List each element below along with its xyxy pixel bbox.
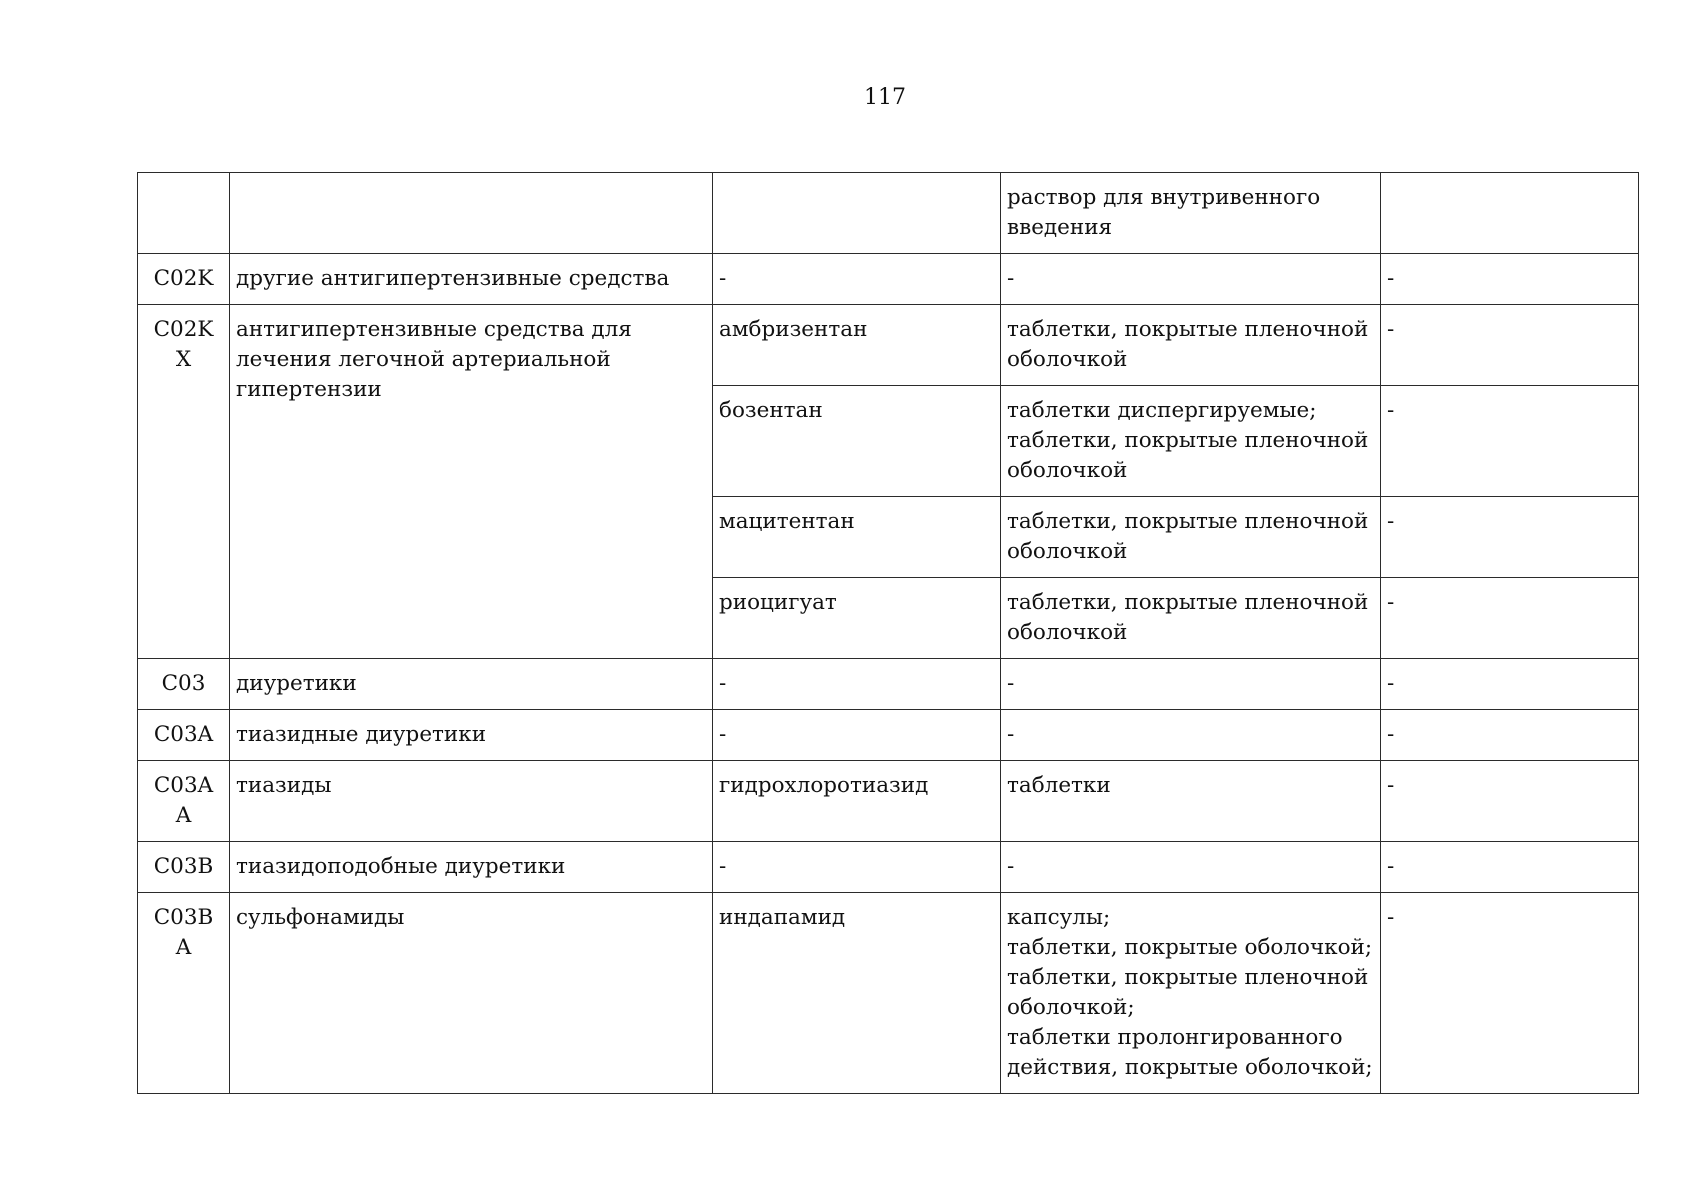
drug-name-cell: индапамид [713, 893, 1001, 1094]
dosage-form-line: таблетки, покрытые пленочной [1007, 317, 1369, 342]
dosage-form-line: - [1007, 671, 1015, 696]
dosage-form-line: введения [1007, 215, 1113, 240]
dosage-form-cell [1001, 761, 1381, 842]
group-name-cell: тиазидные диуретики [230, 710, 713, 761]
atc-code-line: C03B [153, 905, 214, 930]
extra-cell: - [1381, 842, 1639, 893]
drug-name-cell: - [713, 254, 1001, 305]
dosage-form-cell [1001, 578, 1381, 659]
drug-name-cell: гидрохлоротиазид [713, 761, 1001, 842]
extra-cell: - [1381, 254, 1639, 305]
dosage-form-cell [1001, 710, 1381, 761]
table-row [138, 710, 1639, 761]
dosage-form-line: оболочкой [1007, 539, 1128, 564]
atc-code-cell [138, 254, 230, 305]
atc-code-cell [138, 842, 230, 893]
drug-list-table [137, 172, 1639, 1094]
atc-code-cell [138, 659, 230, 710]
table-row [138, 842, 1639, 893]
drug-name-cell: риоцигуат [713, 578, 1001, 659]
dosage-form-line: раствор для внутривенного [1007, 185, 1321, 210]
dosage-form-line: оболочкой; [1007, 995, 1135, 1020]
drug-name-cell [713, 173, 1001, 254]
group-name-cell: сульфонамиды [230, 893, 713, 1094]
extra-cell: - [1381, 710, 1639, 761]
extra-cell: - [1381, 497, 1639, 578]
atc-code-cell [138, 305, 230, 659]
dosage-form-line: - [1007, 266, 1015, 291]
dosage-form-line: таблетки, покрытые пленочной [1007, 965, 1369, 990]
dosage-form-line: таблетки [1007, 773, 1111, 798]
extra-cell: - [1381, 578, 1639, 659]
table-row [138, 254, 1639, 305]
dosage-form-line: действия, покрытые оболочкой; [1007, 1055, 1373, 1080]
table-row [138, 305, 1639, 386]
atc-code-cell [138, 173, 230, 254]
drug-name-cell: - [713, 659, 1001, 710]
drug-name-cell: - [713, 842, 1001, 893]
group-name-cell: тиазиды [230, 761, 713, 842]
dosage-form-cell [1001, 305, 1381, 386]
atc-code-line: C03B [153, 854, 214, 879]
dosage-form-line: капсулы; [1007, 905, 1111, 930]
atc-code-line: C03A [153, 773, 214, 798]
extra-cell: - [1381, 305, 1639, 386]
atc-code-line: A [175, 803, 192, 828]
extra-cell [1381, 173, 1639, 254]
dosage-form-line: оболочкой [1007, 458, 1128, 483]
dosage-form-line: таблетки, покрытые пленочной [1007, 509, 1369, 534]
atc-code-line: C02K [153, 317, 214, 342]
table-row [138, 893, 1639, 1094]
dosage-form-line: - [1007, 722, 1015, 747]
extra-cell: - [1381, 893, 1639, 1094]
dosage-form-cell [1001, 254, 1381, 305]
dosage-form-line: оболочкой [1007, 347, 1128, 372]
table-row [138, 761, 1639, 842]
atc-code-line: C02K [153, 266, 214, 291]
group-name-cell: антигипертензивные средства для лечения легочной артериальной гипертензии [230, 305, 713, 659]
atc-code-line: C03 [161, 671, 206, 696]
atc-code-cell [138, 761, 230, 842]
atc-code-cell [138, 710, 230, 761]
atc-code-line: X [175, 347, 192, 372]
group-name-cell: тиазидоподобные диуретики [230, 842, 713, 893]
drug-name-cell: мацитентан [713, 497, 1001, 578]
group-name-cell: другие антигипертензивные средства [230, 254, 713, 305]
extra-cell: - [1381, 386, 1639, 497]
drug-name-cell: бозентан [713, 386, 1001, 497]
group-name-cell: диуретики [230, 659, 713, 710]
drug-name-cell: - [713, 710, 1001, 761]
dosage-form-line: таблетки диспергируемые; [1007, 398, 1317, 423]
dosage-form-cell [1001, 497, 1381, 578]
dosage-form-line: - [1007, 854, 1015, 879]
page-number: 117 [864, 85, 906, 110]
dosage-form-line: таблетки, покрытые пленочной [1007, 590, 1369, 615]
group-name-cell [230, 173, 713, 254]
dosage-form-line: таблетки пролонгированного [1007, 1025, 1343, 1050]
dosage-form-cell [1001, 173, 1381, 254]
drug-name-cell: амбризентан [713, 305, 1001, 386]
atc-code-cell [138, 893, 230, 1094]
dosage-form-cell [1001, 386, 1381, 497]
atc-code-line: A [175, 935, 192, 960]
dosage-form-line: таблетки, покрытые пленочной [1007, 428, 1369, 453]
dosage-form-cell [1001, 893, 1381, 1094]
dosage-form-cell [1001, 842, 1381, 893]
table-row [138, 659, 1639, 710]
dosage-form-cell [1001, 659, 1381, 710]
table-row [138, 173, 1639, 254]
extra-cell: - [1381, 659, 1639, 710]
atc-code-line: C03A [153, 722, 214, 747]
dosage-form-line: оболочкой [1007, 620, 1128, 645]
extra-cell: - [1381, 761, 1639, 842]
dosage-form-line: таблетки, покрытые оболочкой; [1007, 935, 1373, 960]
